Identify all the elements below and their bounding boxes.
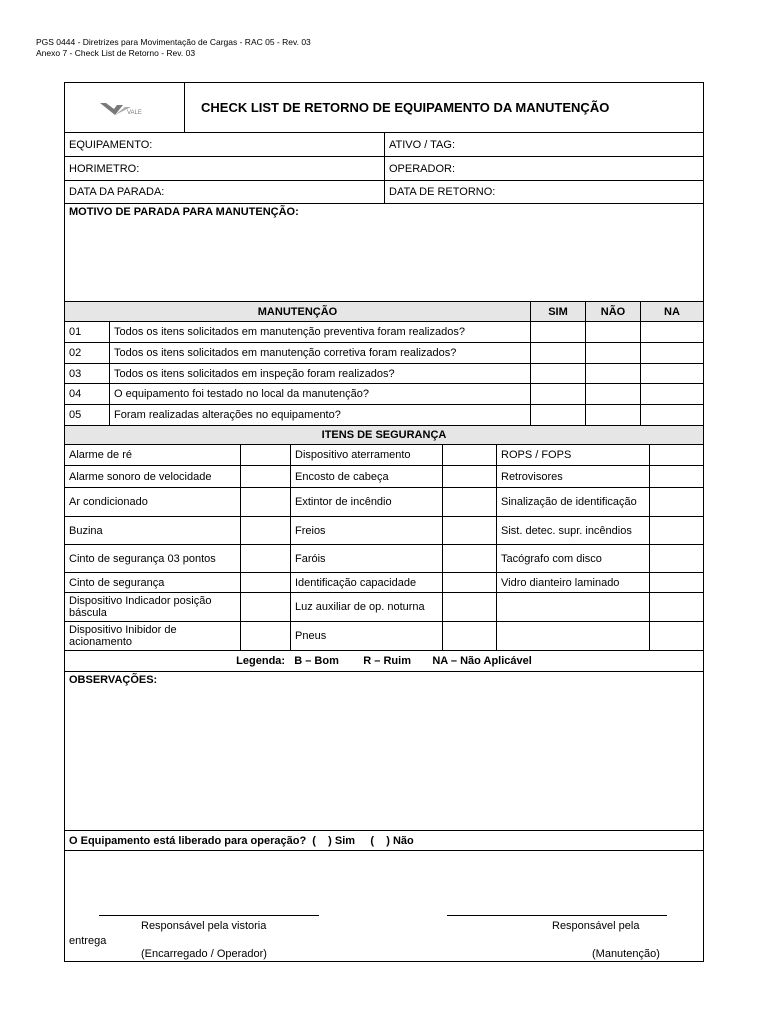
- col-sim: SIM: [531, 302, 586, 321]
- item-nao-checkbox[interactable]: [586, 322, 641, 342]
- seguranca-check-col3[interactable]: [650, 545, 703, 572]
- operador-label: OPERADOR:: [389, 162, 456, 175]
- item-sim-checkbox[interactable]: [531, 343, 586, 363]
- data-parada-label: DATA DA PARADA:: [69, 186, 165, 198]
- checklist-form: [64, 82, 704, 962]
- item-number: 01: [65, 322, 110, 342]
- manutencao-title: MANUTENÇÃO: [65, 302, 531, 321]
- seguranca-check-col2[interactable]: [443, 466, 497, 487]
- seguranca-check-col1[interactable]: [241, 545, 291, 572]
- vale-logo-icon: [97, 97, 153, 119]
- seguranca-item-col1: Dispositivo Inibidor de acionamento: [65, 622, 241, 650]
- item-question: Todos os itens solicitados em manutenção corretiva foram realizados?: [110, 343, 531, 363]
- field-row-1: [65, 133, 703, 157]
- legenda: Legenda: B – Bom R – Ruim NA – Não Aplicável: [236, 655, 532, 667]
- seguranca-item-col1: Alarme de ré: [65, 445, 241, 465]
- seguranca-item-col1: Ar condicionado: [65, 488, 241, 516]
- manutencao-item-row: [65, 322, 703, 343]
- equipamento-field[interactable]: [65, 133, 385, 156]
- manutencao-item-row: [65, 364, 703, 384]
- field-row-2: [65, 157, 703, 181]
- seguranca-check-col1[interactable]: [241, 445, 291, 465]
- seguranca-item-col2: Encosto de cabeça: [291, 466, 443, 487]
- item-question: Foram realizadas alterações no equipamento?: [110, 405, 531, 425]
- seguranca-item-col3: [497, 622, 650, 650]
- seguranca-check-col1[interactable]: [241, 517, 291, 544]
- item-nao-checkbox[interactable]: [586, 364, 641, 383]
- item-nao-checkbox[interactable]: [586, 405, 641, 425]
- motivo-box[interactable]: [65, 204, 703, 302]
- signature-line-left: [99, 915, 319, 916]
- seguranca-item-col1: Cinto de segurança: [65, 573, 241, 592]
- field-row-3: [65, 181, 703, 204]
- seguranca-check-col2[interactable]: [443, 622, 497, 650]
- seguranca-item-col3: Retrovisores: [497, 466, 650, 487]
- liberado-row: [65, 831, 703, 851]
- signature-line-right: [447, 915, 667, 916]
- manutencao-item-row: [65, 405, 703, 426]
- seguranca-check-col3[interactable]: [650, 445, 703, 465]
- seguranca-check-col2[interactable]: [443, 573, 497, 592]
- item-number: 03: [65, 364, 110, 383]
- seguranca-check-col1[interactable]: [241, 593, 291, 621]
- seguranca-item-col2: Identificação capacidade: [291, 573, 443, 592]
- seguranca-check-col3[interactable]: [650, 488, 703, 516]
- signature-right-role: (Manutenção): [592, 948, 660, 960]
- seguranca-check-col2[interactable]: [443, 517, 497, 544]
- seguranca-item-col1: Alarme sonoro de velocidade: [65, 466, 241, 487]
- seguranca-check-col3[interactable]: [650, 593, 703, 621]
- signature-left-role: (Encarregado / Operador): [141, 948, 267, 960]
- seguranca-item-col3: Vidro dianteiro laminado: [497, 573, 650, 592]
- signature-entrega: entrega: [69, 935, 107, 947]
- item-number: 05: [65, 405, 110, 425]
- seguranca-item-col2: Luz auxiliar de op. noturna: [291, 593, 443, 621]
- seguranca-item-col2: Freios: [291, 517, 443, 544]
- item-sim-checkbox[interactable]: [531, 384, 586, 404]
- item-nao-checkbox[interactable]: [586, 384, 641, 404]
- seguranca-check-col3[interactable]: [650, 517, 703, 544]
- equipamento-label: EQUIPAMENTO:: [69, 138, 153, 151]
- liberado-question: O Equipamento está liberado para operação? ( ) Sim ( ) Não: [69, 834, 414, 847]
- horimetro-field[interactable]: [65, 157, 385, 180]
- signature-left-label: Responsável pela vistoria: [141, 920, 267, 932]
- seguranca-item-row: [65, 488, 703, 517]
- seguranca-item-col3: Tacógrafo com disco: [497, 545, 650, 572]
- seguranca-item-row: [65, 545, 703, 573]
- doc-header-line1: PGS 0444 - Diretrizes para Movimentação de Cargas - RAC 05 - Rev. 03: [36, 37, 311, 47]
- seguranca-item-col1: Cinto de segurança 03 pontos: [65, 545, 241, 572]
- item-na-checkbox[interactable]: [641, 343, 703, 363]
- seguranca-check-col1[interactable]: [241, 488, 291, 516]
- item-question: Todos os itens solicitados em inspeção foram realizados?: [110, 364, 531, 383]
- seguranca-item-row: [65, 517, 703, 545]
- operador-field[interactable]: [385, 157, 703, 180]
- manutencao-item-row: [65, 343, 703, 364]
- data-retorno-label: DATA DE RETORNO:: [389, 186, 496, 198]
- manutencao-item-row: [65, 384, 703, 405]
- data-parada-field[interactable]: [65, 181, 385, 203]
- item-nao-checkbox[interactable]: [586, 343, 641, 363]
- item-na-checkbox[interactable]: [641, 384, 703, 404]
- item-na-checkbox[interactable]: [641, 405, 703, 425]
- item-number: 04: [65, 384, 110, 404]
- seguranca-item-col3: ROPS / FOPS: [497, 445, 650, 465]
- seguranca-check-col2[interactable]: [443, 545, 497, 572]
- item-question: Todos os itens solicitados em manutenção preventiva foram realizados?: [110, 322, 531, 342]
- seguranca-item-row: [65, 622, 703, 651]
- item-sim-checkbox[interactable]: [531, 364, 586, 383]
- form-title: CHECK LIST DE RETORNO DE EQUIPAMENTO DA MANUTENÇÃO: [201, 100, 610, 115]
- item-sim-checkbox[interactable]: [531, 405, 586, 425]
- seguranca-item-col1: Buzina: [65, 517, 241, 544]
- seguranca-item-col2: Dispositivo aterramento: [291, 445, 443, 465]
- seguranca-item-row: [65, 573, 703, 593]
- seguranca-item-col2: Pneus: [291, 622, 443, 650]
- motivo-label: MOTIVO DE PARADA PARA MANUTENÇÃO:: [69, 206, 299, 218]
- seguranca-check-col2[interactable]: [443, 445, 497, 465]
- signature-right-label: Responsável pela: [552, 920, 640, 932]
- seguranca-check-col1[interactable]: [241, 466, 291, 487]
- seguranca-item-row: [65, 593, 703, 622]
- vale-logo: [65, 83, 185, 132]
- seguranca-item-col3: Sinalização de identificação: [497, 488, 650, 516]
- seguranca-item-col1: Dispositivo Indicador posição báscula: [65, 593, 241, 621]
- seguranca-item-row: [65, 466, 703, 488]
- seguranca-check-col3[interactable]: [650, 622, 703, 650]
- doc-header-line2: Anexo 7 - Check List de Retorno - Rev. 03: [36, 48, 196, 58]
- seguranca-check-col1[interactable]: [241, 622, 291, 650]
- item-number: 02: [65, 343, 110, 363]
- col-nao: NÃO: [586, 302, 641, 321]
- seguranca-check-col1[interactable]: [241, 573, 291, 592]
- seguranca-item-col2: Faróis: [291, 545, 443, 572]
- observacoes-box[interactable]: [65, 672, 703, 831]
- observacoes-label: OBSERVAÇÕES:: [69, 674, 158, 686]
- title-row: [65, 83, 703, 133]
- item-na-checkbox[interactable]: [641, 322, 703, 342]
- data-retorno-field[interactable]: [385, 181, 703, 203]
- ativo-tag-field[interactable]: [385, 133, 703, 156]
- seguranca-check-col2[interactable]: [443, 488, 497, 516]
- item-question: O equipamento foi testado no local da manutenção?: [110, 384, 531, 404]
- seguranca-item-col3: Sist. detec. supr. incêndios: [497, 517, 650, 544]
- seguranca-item-col3: [497, 593, 650, 621]
- seguranca-check-col3[interactable]: [650, 466, 703, 487]
- col-na: NA: [664, 305, 680, 318]
- item-sim-checkbox[interactable]: [531, 322, 586, 342]
- item-na-checkbox[interactable]: [641, 364, 703, 383]
- seguranca-item-col2: Extintor de incêndio: [291, 488, 443, 516]
- manutencao-header: [65, 302, 703, 322]
- ativo-tag-label: ATIVO / TAG:: [389, 138, 456, 151]
- seguranca-header: [65, 426, 703, 445]
- seguranca-check-col3[interactable]: [650, 573, 703, 592]
- svg-text:VALE: VALE: [126, 109, 142, 116]
- seguranca-title: ITENS DE SEGURANÇA: [321, 429, 447, 441]
- seguranca-check-col2[interactable]: [443, 593, 497, 621]
- seguranca-item-row: [65, 445, 703, 466]
- horimetro-label: HORIMETRO:: [69, 162, 140, 175]
- legenda-row: [65, 651, 703, 672]
